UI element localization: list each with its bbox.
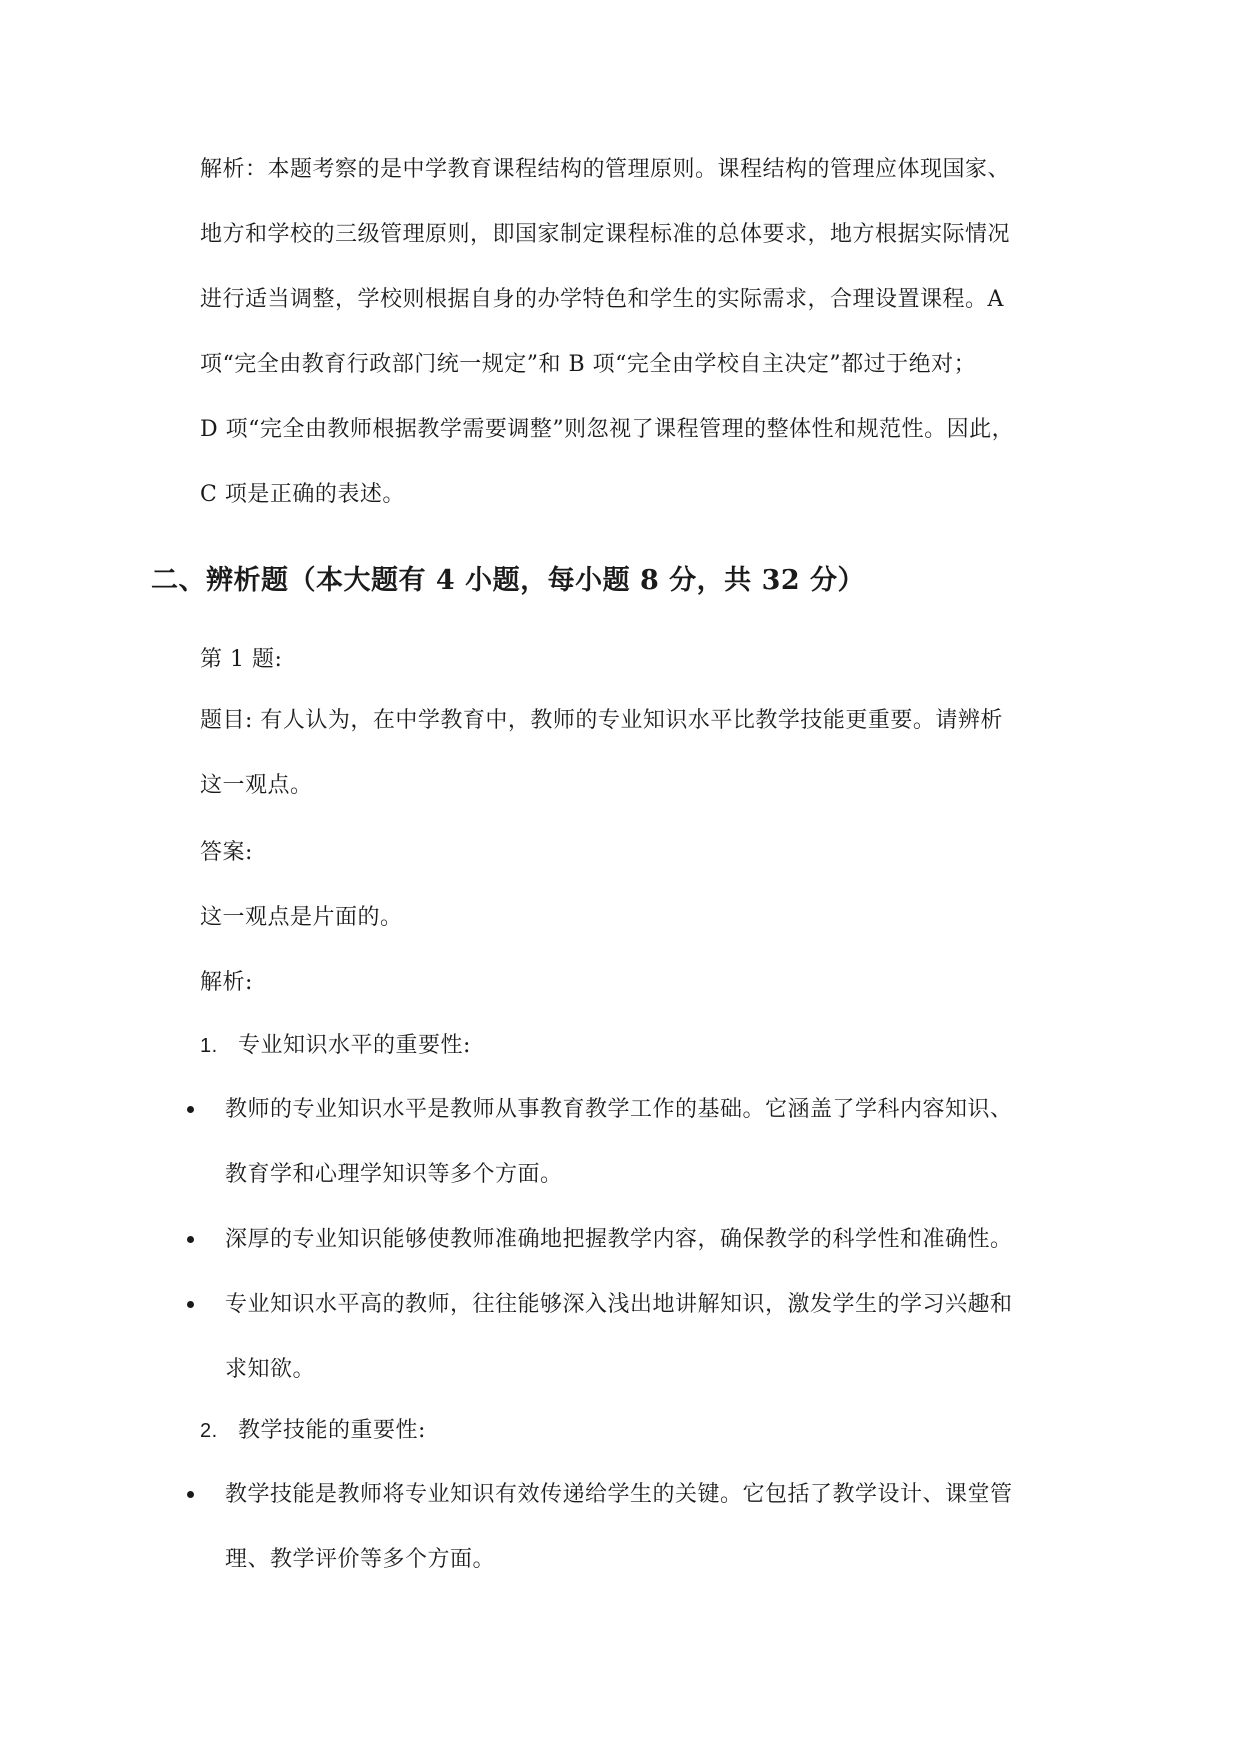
bullet-icon xyxy=(187,1301,194,1308)
bullet-icon xyxy=(187,1106,194,1113)
question-number: 第 1 题: xyxy=(200,647,283,672)
text-line: 项“完全由教育行政部门统一规定”和 B 项“完全由学校自主决定”都过于绝对； xyxy=(200,352,977,377)
text-line: 这一观点。 xyxy=(200,773,313,798)
answer-text: 这一观点是片面的。 xyxy=(200,905,403,930)
analysis-label: 解析: xyxy=(200,970,253,995)
text-line: 解析：本题考察的是中学教育课程结构的管理原则。课程结构的管理应体现国家、 xyxy=(200,157,1011,182)
answer-label: 答案: xyxy=(200,840,253,865)
point-number: 2. xyxy=(200,1420,218,1442)
text-line: 专业知识水平高的教师，往往能够深入浅出地讲解知识，激发学生的学习兴趣和 xyxy=(225,1292,1013,1317)
bullet-icon xyxy=(187,1491,194,1498)
section-heading: 二、辨析题（本大题有 4 小题，每小题 8 分，共 32 分） xyxy=(151,565,866,596)
text-line: 深厚的专业知识能够使教师准确地把握教学内容，确保教学的科学性和准确性。 xyxy=(225,1227,1013,1252)
question-prompt xyxy=(200,688,1100,818)
text-line: 进行适当调整，学校则根据自身的办学特色和学生的实际需求，合理设置课程。A xyxy=(200,287,1004,312)
text-line: 地方和学校的三级管理原则，即国家制定课程标准的总体要求，地方根据实际情况 xyxy=(200,222,1011,247)
text-line: 教师的专业知识水平是教师从事教育教学工作的基础。它涵盖了学科内容知识、 xyxy=(225,1097,1013,1122)
text-line: 题目: 有人认为，在中学教育中，教师的专业知识水平比教学技能更重要。请辨析 xyxy=(200,708,1003,733)
bullet-icon xyxy=(187,1236,194,1243)
text-line: 理、教学评价等多个方面。 xyxy=(225,1547,496,1572)
text-line: 教学技能是教师将专业知识有效传递给学生的关键。它包括了教学设计、课堂管 xyxy=(225,1482,1013,1507)
point-number: 1. xyxy=(200,1035,218,1057)
text-line: D 项“完全由教师根据教学需要调整”则忽视了课程管理的整体性和规范性。因此， xyxy=(200,417,1015,442)
numbered-point-2 xyxy=(200,1416,426,1446)
text-line: C 项是正确的表述。 xyxy=(200,482,405,507)
point-title: 教学技能的重要性: xyxy=(238,1418,426,1443)
previous-analysis-paragraph xyxy=(200,137,1100,527)
text-line: 求知欲。 xyxy=(225,1357,316,1382)
numbered-point-1 xyxy=(200,1031,471,1061)
point-title: 专业知识水平的重要性: xyxy=(238,1033,471,1058)
text-line: 教育学和心理学知识等多个方面。 xyxy=(225,1162,563,1187)
